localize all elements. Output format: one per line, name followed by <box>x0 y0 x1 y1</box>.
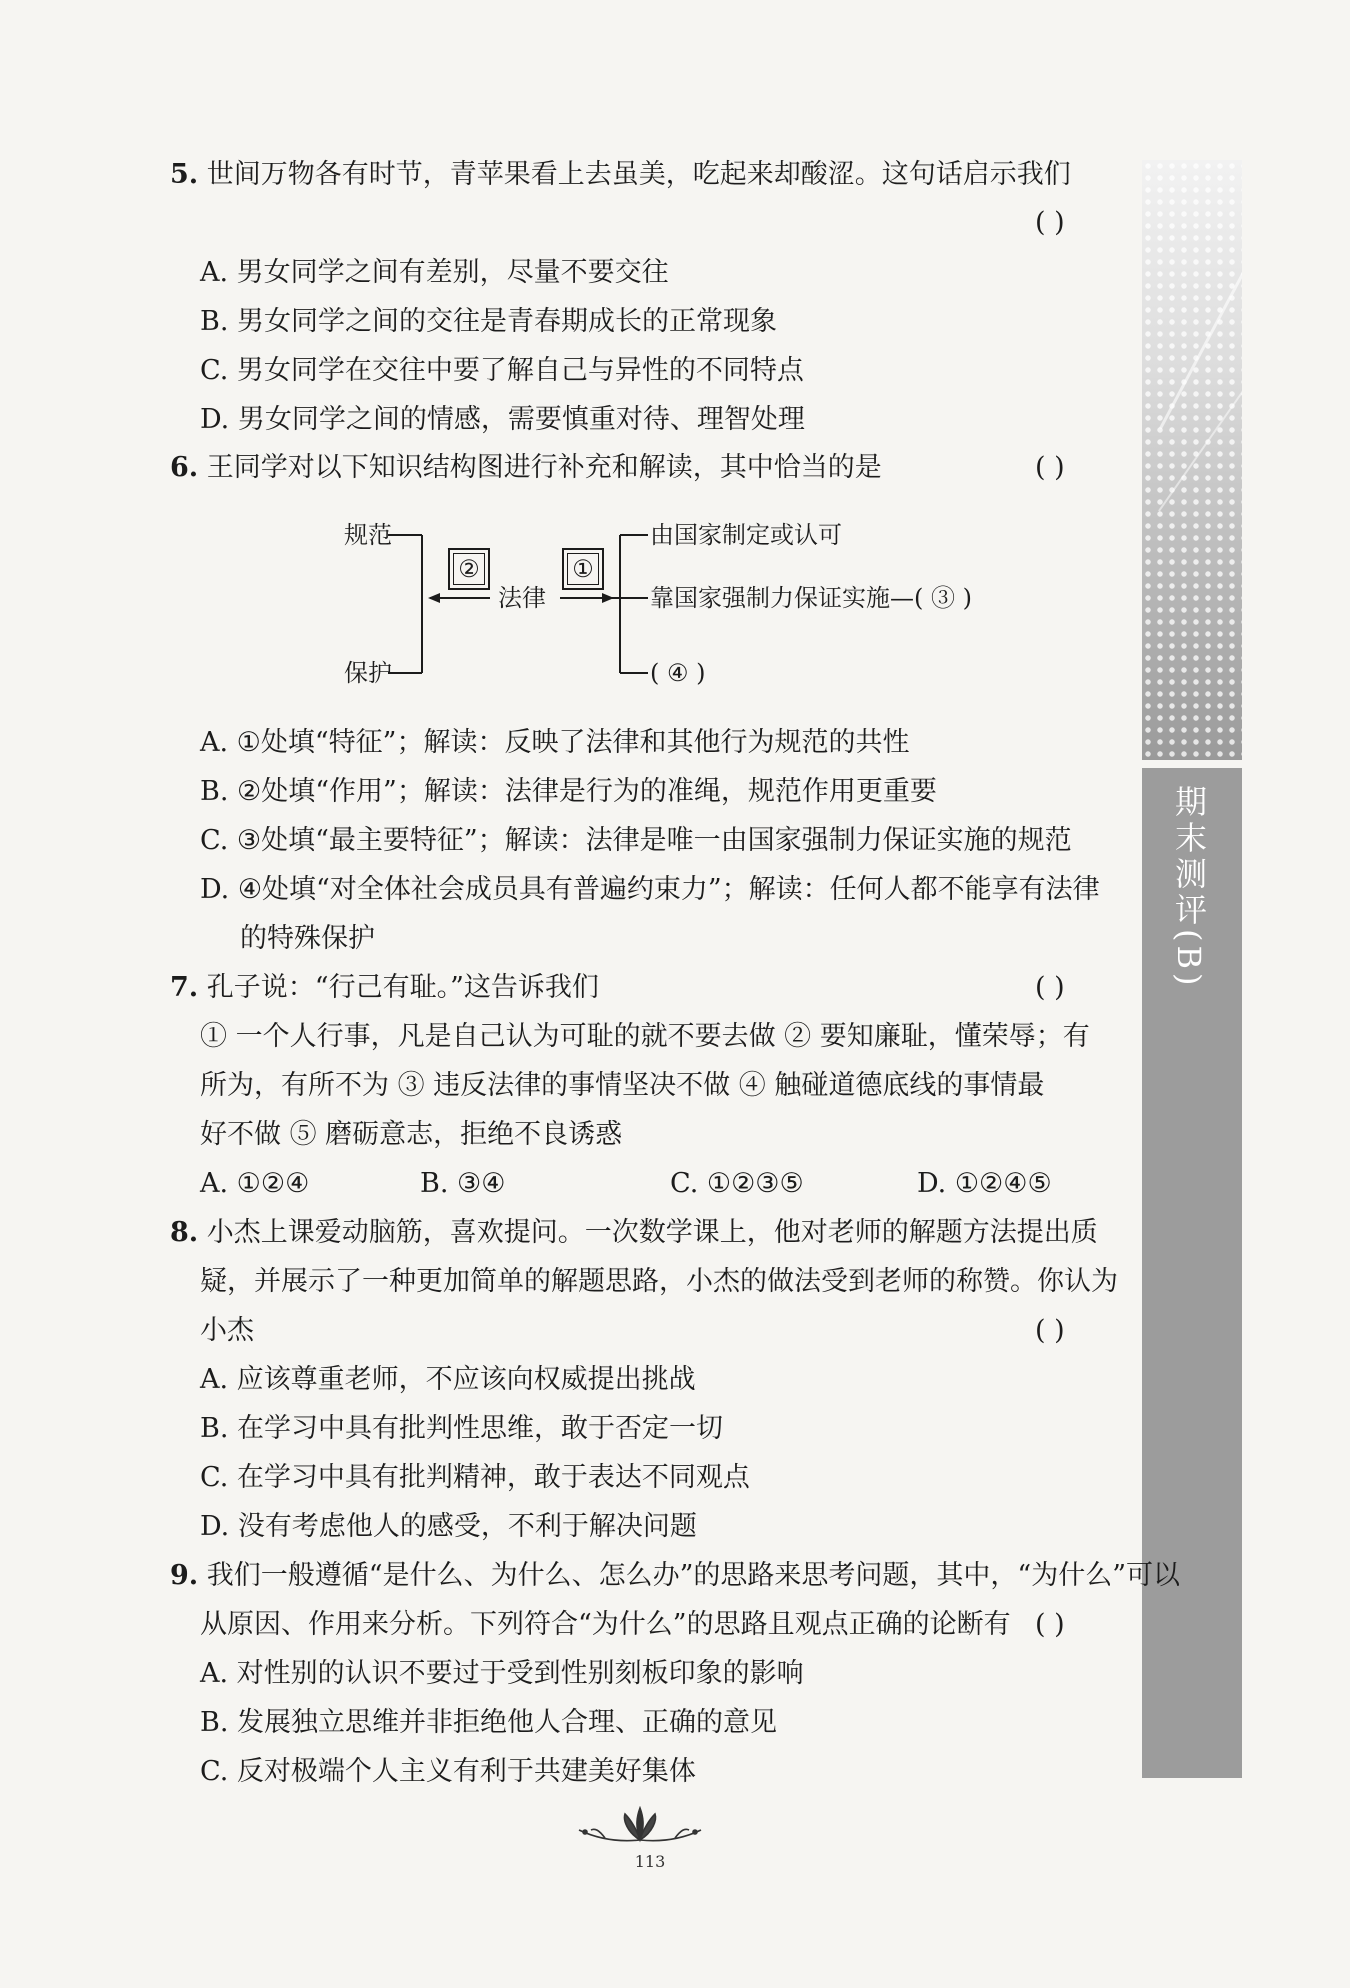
side-decoration <box>1142 160 1242 760</box>
question-stem: 孔子说：“行己有耻。”这告诉我们 <box>206 972 599 1003</box>
diagram-label-norm: 规范 <box>344 521 392 549</box>
knowledge-structure-diagram <box>330 508 1030 698</box>
question-8 <box>170 1216 1098 1250</box>
answer-blank: ( ) <box>1035 1609 1065 1640</box>
statement-line: ① 一个人行事，凡是自己认为可耻的就不要去做 ② 要知廉耻，懂荣辱；有 <box>200 1021 1090 1052</box>
option-b: B. ③④ <box>420 1168 506 1199</box>
diagram-box-2: ② <box>448 548 490 590</box>
option-d: D. 没有考虑他人的感受，不利于解决问题 <box>200 1511 697 1542</box>
floral-ornament-icon <box>565 1806 715 1846</box>
question-9 <box>170 1559 1180 1593</box>
option-c: C. 反对极端个人主义有利于共建美好集体 <box>200 1756 696 1787</box>
question-number: 7. <box>170 972 199 1003</box>
question-number: 6. <box>170 452 199 483</box>
option-d: D. ④处填“对全体社会成员具有普遍约束力”；解读：任何人都不能享有法律 <box>200 874 1100 905</box>
answer-blank: ( ) <box>1035 1315 1065 1346</box>
option-a: A. 男女同学之间有差别，尽量不要交往 <box>200 257 669 288</box>
option-c: C. ①②③⑤ <box>670 1168 804 1199</box>
side-tab-label: 期末测评(B) <box>1170 785 1208 990</box>
option-a: A. 应该尊重老师，不应该向权威提出挑战 <box>200 1364 696 1395</box>
diagram-feature-2: 靠国家强制力保证实施—( ③ ) <box>650 584 972 612</box>
option-d: D. 男女同学之间的情感，需要慎重对待、理智处理 <box>200 404 805 435</box>
question-7 <box>170 971 599 1005</box>
question-stem-line: 从原因、作用来分析。下列符合“为什么”的思路且观点正确的论断有 <box>200 1609 1011 1640</box>
question-6 <box>170 451 882 485</box>
diagram-label-law: 法律 <box>498 584 546 612</box>
answer-blank: ( ) <box>1035 207 1065 238</box>
option-c: C. 在学习中具有批判精神，敢于表达不同观点 <box>200 1462 750 1493</box>
question-number: 8. <box>170 1217 199 1248</box>
option-a: A. 对性别的认识不要过于受到性别刻板印象的影响 <box>200 1658 804 1689</box>
statement-line: 好不做 ⑤ 磨砺意志，拒绝不良诱惑 <box>200 1119 623 1150</box>
question-number: 9. <box>170 1560 199 1591</box>
question-stem: 我们一般遵循“是什么、为什么、怎么办”的思路来思考问题，其中，“为什么”可以 <box>206 1560 1180 1591</box>
diagram-feature-4: ( ④ ) <box>650 659 706 687</box>
question-5 <box>170 158 1071 192</box>
answer-blank: ( ) <box>1035 972 1065 1003</box>
question-stem-line: 小杰 <box>200 1315 254 1346</box>
option-a: A. ①处填“特征”；解读：反映了法律和其他行为规范的共性 <box>200 727 910 758</box>
question-stem: 王同学对以下知识结构图进行补充和解读，其中恰当的是 <box>206 452 882 483</box>
option-b: B. 在学习中具有批判性思维，敢于否定一切 <box>200 1413 724 1444</box>
option-b: B. ②处填“作用”；解读：法律是行为的准绳，规范作用更重要 <box>200 776 937 807</box>
option-b: B. 发展独立思维并非拒绝他人合理、正确的意见 <box>200 1707 778 1738</box>
diagram-feature-1: 由国家制定或认可 <box>650 521 842 549</box>
option-d-continued: 的特殊保护 <box>240 923 375 954</box>
answer-blank: ( ) <box>1035 452 1065 483</box>
question-stem-line: 疑，并展示了一种更加简单的解题思路，小杰的做法受到老师的称赞。你认为 <box>200 1266 1118 1297</box>
option-d: D. ①②④⑤ <box>917 1168 1052 1199</box>
option-c: C. 男女同学在交往中要了解自己与异性的不同特点 <box>200 355 804 386</box>
option-a: A. ①②④ <box>200 1168 310 1199</box>
question-stem: 小杰上课爱动脑筋，喜欢提问。一次数学课上，他对老师的解题方法提出质 <box>206 1217 1098 1248</box>
option-b: B. 男女同学之间的交往是青春期成长的正常现象 <box>200 306 778 337</box>
diagram-box-1: ① <box>562 548 604 590</box>
question-number: 5. <box>170 159 199 190</box>
diagram-label-protect: 保护 <box>344 659 392 687</box>
page-number: 113 <box>634 1852 666 1871</box>
option-c: C. ③处填“最主要特征”；解读：法律是唯一由国家强制力保证实施的规范 <box>200 825 1072 856</box>
question-stem: 世间万物各有时节，青苹果看上去虽美，吃起来却酸涩。这句话启示我们 <box>206 159 1071 190</box>
statement-line: 所为，有所不为 ③ 违反法律的事情坚决不做 ④ 触碰道德底线的事情最 <box>200 1070 1045 1101</box>
